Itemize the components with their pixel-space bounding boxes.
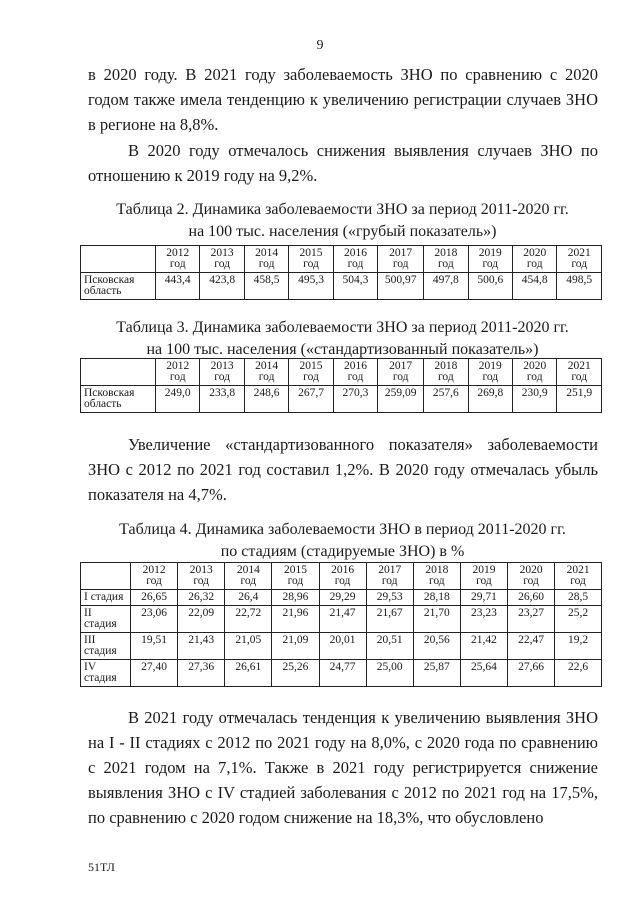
table-cell: 28,18	[413, 590, 460, 606]
table-header-year: 2013 год	[200, 359, 244, 386]
table-cell: 21,67	[366, 606, 413, 633]
table-cell: 21,42	[460, 633, 507, 660]
table-4-caption-line-1: Таблица 4. Динамика заболеваемости ЗНО в период 2011-2020 гг.	[119, 521, 566, 538]
table-header-year: 2020 год	[513, 359, 557, 386]
table-row	[81, 273, 602, 300]
table-cell: 498,5	[557, 273, 602, 300]
paragraph-2-text: В 2020 году отмечалось снижения выявления случаев ЗНО по отношению к 2019 году на 9,2%.	[88, 141, 598, 185]
table-cell: 500,97	[378, 273, 424, 300]
table-cell: 23,06	[131, 606, 178, 633]
paragraph-4	[88, 705, 598, 830]
table-row	[81, 660, 602, 687]
row-label: IV стадия	[81, 660, 131, 687]
paragraph-1: в 2020 году. В 2021 году заболеваемость ЗНО по сравнению с 2020 годом также имела тенденцию к увеличению регистрации случаев ЗНО в регионе на 8,8%.	[88, 65, 598, 134]
table-header-year: 2013 год	[200, 246, 244, 273]
table-cell: 443,4	[156, 273, 200, 300]
table-cell: 29,53	[366, 590, 413, 606]
table-cell: 249,0	[156, 386, 200, 413]
table-header-year: 2021 год	[557, 246, 602, 273]
table-cell: 269,8	[468, 386, 512, 413]
table-header-cell	[81, 246, 156, 273]
table-row	[81, 606, 602, 633]
table-2-caption-line-2: на 100 тыс. населения («грубый показатель»)	[188, 223, 497, 240]
table-cell: 20,56	[413, 633, 460, 660]
table-2-header-row	[81, 246, 602, 273]
table-cell: 504,3	[333, 273, 377, 300]
table-header-year: 2019 год	[468, 246, 512, 273]
table-2-caption-line-1: Таблица 2. Динамика заболеваемости ЗНО за период 2011-2020 гг.	[116, 201, 569, 218]
table-header-year: 2018 год	[413, 563, 460, 590]
table-header-year: 2014 год	[244, 359, 288, 386]
row-label: I стадия	[81, 590, 131, 606]
table-cell: 495,3	[289, 273, 333, 300]
table-cell: 251,9	[557, 386, 602, 413]
table-cell: 22,6	[555, 660, 602, 687]
table-header-year: 2021 год	[557, 359, 602, 386]
table-cell: 267,7	[289, 386, 333, 413]
table-header-cell	[81, 563, 131, 590]
table-cell: 230,9	[513, 386, 557, 413]
table-cell: 26,65	[131, 590, 178, 606]
table-cell: 26,4	[225, 590, 272, 606]
row-label: II стадия	[81, 606, 131, 633]
table-2	[80, 245, 602, 300]
table-cell: 22,72	[225, 606, 272, 633]
paragraph-3	[88, 432, 598, 507]
table-header-year: 2015 год	[272, 563, 319, 590]
table-cell: 21,43	[178, 633, 225, 660]
table-row	[81, 633, 602, 660]
table-header-year: 2012 год	[156, 359, 200, 386]
table-cell: 25,64	[460, 660, 507, 687]
table-4	[80, 562, 602, 687]
paragraph-3-text: Увеличение «стандартизованного показателя» заболеваемости ЗНО с 2012 по 2021 год составил 1,2%. В 2020 году отмечалась убыль показателя на 4,7%.	[88, 435, 598, 504]
table-4-header-row	[81, 563, 602, 590]
table-cell: 497,8	[424, 273, 468, 300]
table-cell: 19,51	[131, 633, 178, 660]
table-header-year: 2017 год	[378, 246, 424, 273]
table-cell: 25,00	[366, 660, 413, 687]
table-cell: 23,23	[460, 606, 507, 633]
table-2-caption	[80, 199, 605, 243]
table-cell: 500,6	[468, 273, 512, 300]
table-cell: 27,36	[178, 660, 225, 687]
table-header-year: 2014 год	[244, 246, 288, 273]
table-cell: 27,66	[508, 660, 555, 687]
table-cell: 259,09	[378, 386, 424, 413]
table-cell: 25,2	[555, 606, 602, 633]
row-label: Псковская область	[81, 273, 156, 300]
table-cell: 29,71	[460, 590, 507, 606]
table-cell: 19,2	[555, 633, 602, 660]
table-cell: 257,6	[424, 386, 468, 413]
table-cell: 28,96	[272, 590, 319, 606]
table-header-year: 2016 год	[333, 359, 377, 386]
table-header-year: 2020 год	[513, 246, 557, 273]
table-cell: 23,27	[508, 606, 555, 633]
table-cell: 22,47	[508, 633, 555, 660]
table-cell: 21,70	[413, 606, 460, 633]
table-cell: 21,09	[272, 633, 319, 660]
table-cell: 21,96	[272, 606, 319, 633]
table-header-year: 2016 год	[333, 246, 377, 273]
table-cell: 29,29	[319, 590, 366, 606]
table-cell: 21,05	[225, 633, 272, 660]
table-cell: 454,8	[513, 273, 557, 300]
table-4-caption	[80, 519, 605, 563]
table-cell: 26,61	[225, 660, 272, 687]
table-header-year: 2017 год	[378, 359, 424, 386]
table-cell: 28,5	[555, 590, 602, 606]
table-header-year: 2012 год	[131, 563, 178, 590]
paragraph-4-text: В 2021 году отмечалась тенденция к увеличению выявления ЗНО на I - II стадиях с 2012 по 2021 году на 8,0%, с 2020 года по сравнению с 2021 годом на 7,1%. Также в 2021 году регистрируется снижение выявления ЗНО с IV стадией заболевания с 2012 по 2021 год на 17,5%, по сравнению с 2020 годом снижение на 18,3%, что обусловлено	[88, 708, 598, 827]
table-cell: 24,77	[319, 660, 366, 687]
page-number: 9	[316, 38, 324, 53]
table-cell: 25,26	[272, 660, 319, 687]
table-header-cell	[81, 359, 156, 386]
table-cell: 27,40	[131, 660, 178, 687]
table-header-year: 2014 год	[225, 563, 272, 590]
table-header-year: 2015 год	[289, 246, 333, 273]
table-header-year: 2018 год	[424, 246, 468, 273]
table-cell: 423,8	[200, 273, 244, 300]
table-header-year: 2017 год	[366, 563, 413, 590]
table-header-year: 2012 год	[156, 246, 200, 273]
table-header-year: 2019 год	[460, 563, 507, 590]
table-3-header-row	[81, 359, 602, 386]
table-cell: 458,5	[244, 273, 288, 300]
table-row	[81, 590, 602, 606]
paragraph-2	[88, 138, 598, 188]
table-header-year: 2013 год	[178, 563, 225, 590]
table-cell: 248,6	[244, 386, 288, 413]
table-header-year: 2020 год	[508, 563, 555, 590]
footer-code: 51ТЛ	[88, 860, 115, 874]
table-header-year: 2015 год	[289, 359, 333, 386]
table-cell: 20,51	[366, 633, 413, 660]
table-3-caption-line-1: Таблица 3. Динамика заболеваемости ЗНО за период 2011-2020 гг.	[116, 319, 569, 336]
table-cell: 25,87	[413, 660, 460, 687]
table-header-year: 2019 год	[468, 359, 512, 386]
table-header-year: 2018 год	[424, 359, 468, 386]
table-header-year: 2016 год	[319, 563, 366, 590]
table-cell: 233,8	[200, 386, 244, 413]
table-row	[81, 386, 602, 413]
table-cell: 26,32	[178, 590, 225, 606]
table-cell: 22,09	[178, 606, 225, 633]
row-label: III стадия	[81, 633, 131, 660]
table-cell: 270,3	[333, 386, 377, 413]
table-header-year: 2021 год	[555, 563, 602, 590]
table-3-caption-line-2: на 100 тыс. населения («стандартизованный показатель»)	[146, 341, 539, 358]
table-3	[80, 358, 602, 413]
table-cell: 26,60	[508, 590, 555, 606]
table-4-caption-line-2: по стадиям (стадируемые ЗНО) в %	[220, 543, 465, 560]
table-3-caption	[80, 317, 605, 361]
table-cell: 20,01	[319, 633, 366, 660]
row-label: Псковская область	[81, 386, 156, 413]
table-cell: 21,47	[319, 606, 366, 633]
